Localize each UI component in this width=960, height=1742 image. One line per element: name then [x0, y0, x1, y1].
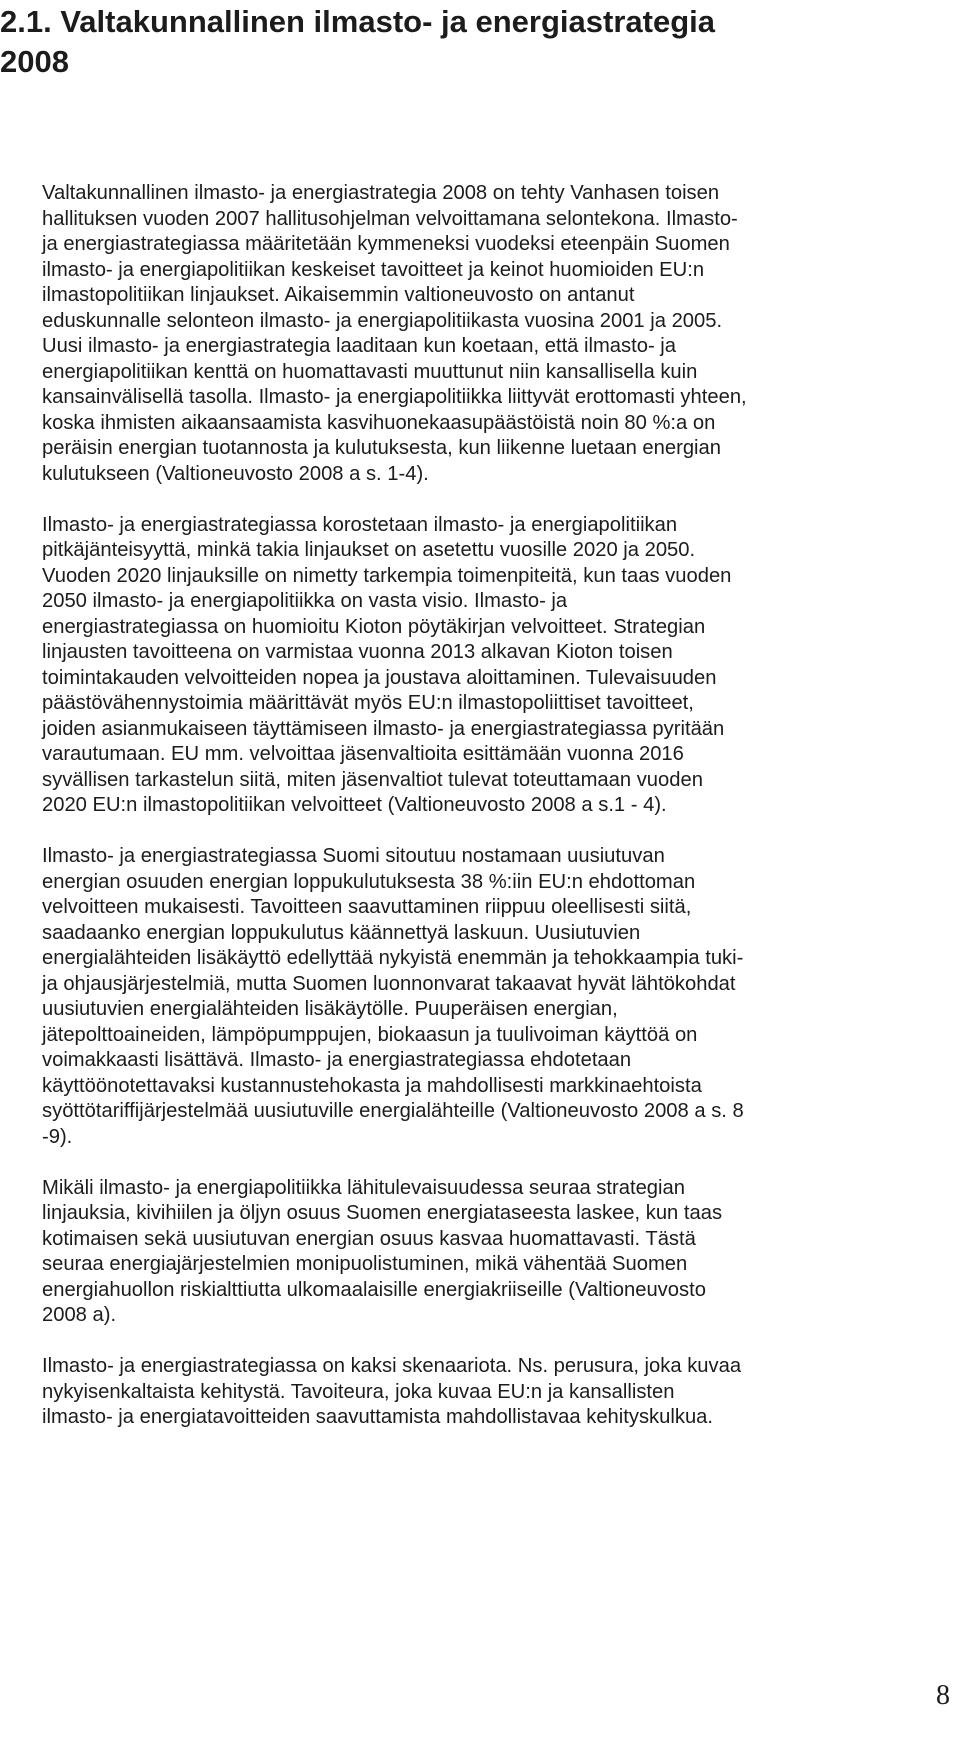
text-line: ilmastopolitiikan linjaukset. Aikaisemmin valtioneuvosto on antanut — [42, 284, 635, 306]
text-line: joiden asianmukaiseen täyttämiseen ilmasto- ja energiastrategiassa pyritään — [42, 717, 725, 740]
paragraph — [42, 1176, 932, 1329]
heading-line: 2.1. Valtakunnallinen ilmasto- ja energiastrategia — [0, 4, 715, 39]
text-line: energiahuollon riskialttiutta ulkomaalaisille energiakriiseille (Valtioneuvosto — [42, 1278, 706, 1301]
text-line: Ilmasto- ja energiastrategiassa Suomi sitoutuu nostamaan uusiutuvan — [42, 845, 665, 867]
text-line: linjausten tavoitteena on varmistaa vuonna 2013 alkavan Kioton toisen — [42, 641, 673, 663]
text-line: 2020 EU:n ilmastopolitiikan velvoitteet (Valtioneuvosto 2008 a s.1 - 4). — [42, 794, 667, 816]
text-line: Mikäli ilmasto- ja energiapolitiikka lähitulevaisuudessa seuraa strategian — [42, 1176, 685, 1199]
paragraph — [42, 181, 932, 487]
text-line: linjauksia, kivihiilen ja öljyn osuus Suomen energiataseesta laskee, kun taas — [42, 1202, 723, 1224]
text-line: saadaanko energian loppukulutus käännettyä laskuun. Uusiutuvien — [42, 921, 641, 944]
text-line: hallituksen vuoden 2007 hallitusohjelman velvoittamana selontekona. Ilmasto- — [42, 207, 738, 230]
text-line: kansainvälisellä tasolla. Ilmasto- ja energiapolitiikka liittyvät erottomasti yhteen, — [42, 386, 747, 408]
text-line: energian osuuden energian loppukulutuksesta 38 %:iin EU:n ehdottoman — [42, 870, 696, 893]
paragraph — [42, 513, 932, 819]
text-line: energialähteiden lisäkäyttö edellyttää nykyistä enemmän ja tehokkaampia tuki- — [42, 947, 744, 969]
text-line: eduskunnalle selonteon ilmasto- ja energiapolitiikasta vuosina 2001 ja 2005. — [42, 309, 723, 332]
text-line: kulutukseen (Valtioneuvosto 2008 a s. 1-4). — [42, 462, 429, 485]
text-line: nykyisenkaltaista kehitystä. Tavoiteura, joka kuvaa EU:n ja kansallisten — [42, 1380, 675, 1403]
text-line: varautumaan. EU mm. velvoittaa jäsenvaltioita esittämään vuonna 2016 — [42, 743, 684, 765]
page-number: 8 — [936, 1680, 950, 1711]
paragraph — [42, 844, 932, 1150]
text-line: toimintakauden velvoitteiden nopea ja joustava aloittaminen. Tulevaisuuden — [42, 666, 717, 689]
text-line: 2050 ilmasto- ja energiapolitiikka on vasta visio. Ilmasto- ja — [42, 590, 568, 612]
text-line: käyttöönotettavaksi kustannustehokasta ja mahdollisesti markkinaehtoista — [42, 1074, 702, 1097]
text-line: jätepolttoaineiden, lämpöpumppujen, biokaasun ja tuulivoiman käyttöä on — [42, 1023, 698, 1046]
text-line: -9). — [42, 1125, 73, 1148]
paragraph — [42, 1354, 932, 1431]
text-line: velvoitteen mukaisesti. Tavoitteen saavuttaminen riippuu oleellisesti siitä, — [42, 896, 692, 918]
text-line: energiastrategiassa on huomioitu Kioton pöytäkirjan velvoitteet. Strategian — [42, 615, 706, 638]
text-line: 2008 a). — [42, 1304, 117, 1326]
text-line: Uusi ilmasto- ja energiastrategia laaditaan kun koetaan, että ilmasto- ja — [42, 335, 677, 357]
text-line: uusiutuvien energialähteiden lisäkäytölle. Puuperäisen energian, — [42, 998, 618, 1020]
text-line: voimakkaasti lisättävä. Ilmasto- ja energiastrategiassa ehdotetaan — [42, 1049, 632, 1071]
text-line: peräisin energian tuotannosta ja kulutuksesta, kun liikenne luetaan energian — [42, 437, 721, 459]
text-line: kotimaisen sekä uusiutuvan energian osuus kasvaa huomattavasti. Tästä — [42, 1227, 696, 1250]
text-line: seuraa energiajärjestelmien monipuolistuminen, mikä vähentää Suomen — [42, 1253, 688, 1275]
heading-line: 2008 — [0, 44, 69, 79]
text-line: pitkäjänteisyyttä, minkä takia linjaukset on asetettu vuosille 2020 ja 2050. — [42, 539, 696, 561]
text-line: ja energiastrategiassa määritetään kymmeneksi vuodeksi eteenpäin Suomen — [42, 233, 730, 255]
section-heading — [0, 2, 930, 82]
text-line: syöttötariffijärjestelmää uusiutuville energialähteille (Valtioneuvosto 2008 a s. 8 — [42, 1100, 744, 1122]
text-line: Valtakunnallinen ilmasto- ja energiastrategia 2008 on tehty Vanhasen toisen — [42, 182, 720, 204]
text-line: ilmasto- ja energiapolitiikan keskeiset tavoitteet ja keinot huomioiden EU:n — [42, 258, 705, 281]
text-line: päästövähennystoimia määrittävät myös EU:n ilmastopoliittiset tavoitteet, — [42, 692, 694, 714]
text-line: ja ohjausjärjestelmiä, mutta Suomen luonnonvarat takaavat hyvät lähtökohdat — [42, 972, 736, 995]
text-line: Ilmasto- ja energiastrategiassa on kaksi skenaariota. Ns. perusura, joka kuvaa — [42, 1355, 742, 1377]
text-line: Vuoden 2020 linjauksille on nimetty tarkempia toimenpiteitä, kun taas vuoden — [42, 564, 732, 587]
text-line: koska ihmisten aikaansaamista kasvihuonekaasupäästöistä noin 80 %:a on — [42, 411, 716, 434]
text-line: syvällisen tarkastelun siitä, miten jäsenvaltiot tulevat toteuttamaan vuoden — [42, 768, 703, 791]
text-line: Ilmasto- ja energiastrategiassa korostetaan ilmasto- ja energiapolitiikan — [42, 513, 678, 536]
text-line: ilmasto- ja energiatavoitteiden saavuttamista mahdollistavaa kehityskulkua. — [42, 1406, 714, 1428]
body-text — [42, 181, 932, 1456]
text-line: energiapolitiikan kenttä on huomattavasti muuttunut niin kansallisella kuin — [42, 360, 698, 383]
